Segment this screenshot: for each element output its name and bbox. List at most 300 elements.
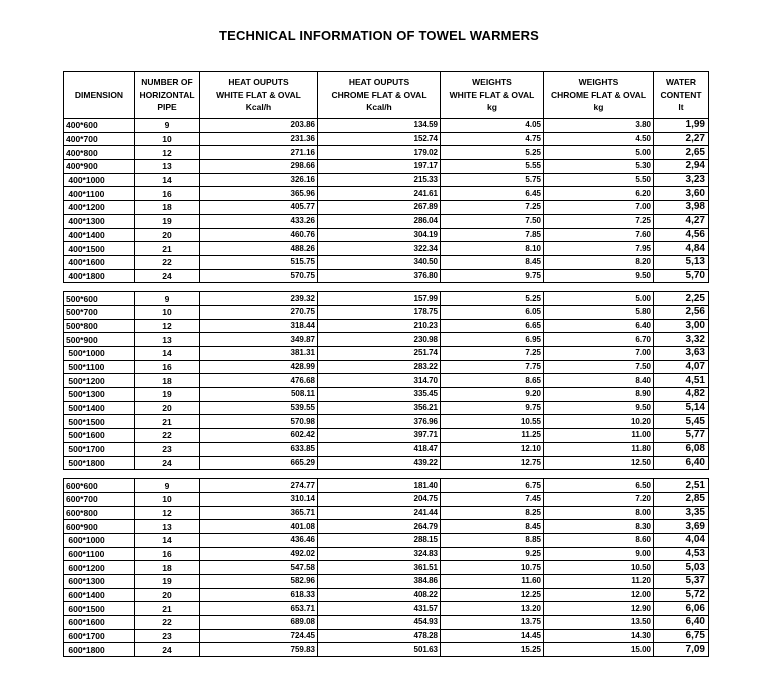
table-row — [64, 305, 709, 319]
dimension-cell: 400*1800 — [64, 269, 135, 283]
water-content-cell: 4,04 — [654, 533, 709, 547]
column-header-line: HEAT OUPUTS — [348, 77, 410, 88]
dimension-cell: 400*1600 — [64, 255, 135, 269]
weight-white-cell: 7.25 — [441, 201, 544, 215]
column-header-line: lt — [678, 102, 684, 113]
heat-output-white-cell: 460.76 — [200, 228, 318, 242]
weight-chrome-cell: 7.00 — [544, 201, 654, 215]
weight-white-cell: 10.75 — [441, 561, 544, 575]
pipe-count-cell: 9 — [135, 292, 200, 306]
water-content-cell: 4,51 — [654, 374, 709, 388]
heat-output-white-cell: 298.66 — [200, 160, 318, 174]
column-header-dimension — [64, 72, 135, 119]
pipe-count-cell: 10 — [135, 132, 200, 146]
heat-output-white-cell: 365.71 — [200, 506, 318, 520]
dimension-cell: 500*800 — [64, 319, 135, 333]
water-content-cell: 2,25 — [654, 292, 709, 306]
water-content-cell: 3,98 — [654, 201, 709, 215]
weight-white-cell: 4.05 — [441, 119, 544, 133]
table-row — [64, 319, 709, 333]
table-row — [64, 415, 709, 429]
dimension-cell: 600*1400 — [64, 588, 135, 602]
heat-output-chrome-cell: 478.28 — [318, 629, 441, 643]
water-content-cell: 6,40 — [654, 616, 709, 630]
weight-white-cell: 11.25 — [441, 429, 544, 443]
heat-output-white-cell: 428.99 — [200, 360, 318, 374]
dimension-cell: 600*700 — [64, 492, 135, 506]
dimension-cell: 500*700 — [64, 305, 135, 319]
heat-output-chrome-cell: 314.70 — [318, 374, 441, 388]
pipe-count-cell: 14 — [135, 347, 200, 361]
column-header-line: HEAT OUPUTS — [228, 77, 289, 88]
heat-output-chrome-cell: 431.57 — [318, 602, 441, 616]
table-row — [64, 602, 709, 616]
weight-chrome-cell: 10.20 — [544, 415, 654, 429]
heat-output-white-cell: 570.98 — [200, 415, 318, 429]
heat-output-white-cell: 488.26 — [200, 242, 318, 256]
heat-output-chrome-cell: 454.93 — [318, 616, 441, 630]
pipe-count-cell: 10 — [135, 305, 200, 319]
heat-output-white-cell: 618.33 — [200, 588, 318, 602]
table-group-400 — [63, 71, 709, 283]
heat-output-chrome-cell: 304.19 — [318, 228, 441, 242]
heat-output-chrome-cell: 264.79 — [318, 520, 441, 534]
water-content-cell: 2,65 — [654, 146, 709, 160]
pipe-count-cell: 22 — [135, 255, 200, 269]
pipe-count-cell: 13 — [135, 333, 200, 347]
weight-white-cell: 8.10 — [441, 242, 544, 256]
table-group-600 — [63, 478, 709, 657]
weight-white-cell: 8.25 — [441, 506, 544, 520]
water-content-cell: 2,85 — [654, 492, 709, 506]
heat-output-chrome-cell: 134.59 — [318, 119, 441, 133]
water-content-cell: 2,51 — [654, 479, 709, 493]
weight-white-cell: 12.75 — [441, 456, 544, 470]
heat-output-white-cell: 310.14 — [200, 492, 318, 506]
weight-white-cell: 6.65 — [441, 319, 544, 333]
heat-output-chrome-cell: 356.21 — [318, 401, 441, 415]
weight-white-cell: 9.20 — [441, 388, 544, 402]
pipe-count-cell: 22 — [135, 616, 200, 630]
weight-chrome-cell: 4.50 — [544, 132, 654, 146]
weight-white-cell: 6.75 — [441, 479, 544, 493]
pipe-count-cell: 19 — [135, 388, 200, 402]
heat-output-chrome-cell: 324.83 — [318, 547, 441, 561]
weight-white-cell: 6.95 — [441, 333, 544, 347]
table-row — [64, 588, 709, 602]
heat-output-white-cell: 476.68 — [200, 374, 318, 388]
pipe-count-cell: 16 — [135, 547, 200, 561]
weight-white-cell: 5.25 — [441, 146, 544, 160]
weight-chrome-cell: 13.50 — [544, 616, 654, 630]
weight-white-cell: 15.25 — [441, 643, 544, 657]
pipe-count-cell: 9 — [135, 119, 200, 133]
weight-chrome-cell: 15.00 — [544, 643, 654, 657]
water-content-cell: 2,27 — [654, 132, 709, 146]
weight-chrome-cell: 5.80 — [544, 305, 654, 319]
heat-output-chrome-cell: 181.40 — [318, 479, 441, 493]
water-content-cell: 2,56 — [654, 305, 709, 319]
table-row — [64, 119, 709, 133]
heat-output-chrome-cell: 178.75 — [318, 305, 441, 319]
weight-chrome-cell: 8.40 — [544, 374, 654, 388]
weight-white-cell: 7.45 — [441, 492, 544, 506]
heat-output-chrome-cell: 361.51 — [318, 561, 441, 575]
column-header-weight-white — [441, 72, 544, 119]
heat-output-chrome-cell: 418.47 — [318, 442, 441, 456]
weight-chrome-cell: 11.80 — [544, 442, 654, 456]
dimension-cell: 600*1800 — [64, 643, 135, 657]
table-row — [64, 374, 709, 388]
water-content-cell: 5,37 — [654, 575, 709, 589]
pipe-count-cell: 23 — [135, 629, 200, 643]
table-row — [64, 401, 709, 415]
heat-output-white-cell: 570.75 — [200, 269, 318, 283]
dimension-cell: 600*900 — [64, 520, 135, 534]
heat-output-white-cell: 365.96 — [200, 187, 318, 201]
dimension-cell: 500*1200 — [64, 374, 135, 388]
column-header-line: WATER — [665, 77, 697, 88]
pipe-count-cell: 21 — [135, 415, 200, 429]
heat-output-chrome-cell: 197.17 — [318, 160, 441, 174]
dimension-cell: 600*600 — [64, 479, 135, 493]
water-content-cell: 3,32 — [654, 333, 709, 347]
weight-white-cell: 7.25 — [441, 347, 544, 361]
dimension-cell: 600*800 — [64, 506, 135, 520]
weight-chrome-cell: 12.00 — [544, 588, 654, 602]
weight-white-cell: 7.50 — [441, 214, 544, 228]
weight-chrome-cell: 9.00 — [544, 547, 654, 561]
weight-white-cell: 7.85 — [441, 228, 544, 242]
pipe-count-cell: 24 — [135, 643, 200, 657]
water-content-cell: 1,99 — [654, 119, 709, 133]
pipe-count-cell: 14 — [135, 173, 200, 187]
dimension-cell: 500*1400 — [64, 401, 135, 415]
table-row — [64, 479, 709, 493]
water-content-cell: 6,75 — [654, 629, 709, 643]
water-content-cell: 5,77 — [654, 429, 709, 443]
water-content-cell: 4,56 — [654, 228, 709, 242]
table-row — [64, 132, 709, 146]
weight-white-cell: 8.45 — [441, 255, 544, 269]
table-row — [64, 547, 709, 561]
page-title: TECHNICAL INFORMATION OF TOWEL WARMERS — [218, 28, 540, 43]
pipe-count-cell: 19 — [135, 214, 200, 228]
heat-output-chrome-cell: 397.71 — [318, 429, 441, 443]
weight-chrome-cell: 12.50 — [544, 456, 654, 470]
heat-output-white-cell: 270.75 — [200, 305, 318, 319]
heat-output-white-cell: 318.44 — [200, 319, 318, 333]
weight-white-cell: 8.65 — [441, 374, 544, 388]
column-header-line: Kcal/h — [366, 102, 392, 113]
table-row — [64, 520, 709, 534]
heat-output-white-cell: 203.86 — [200, 119, 318, 133]
water-content-cell: 4,07 — [654, 360, 709, 374]
weight-chrome-cell: 7.60 — [544, 228, 654, 242]
weight-chrome-cell: 7.95 — [544, 242, 654, 256]
water-content-cell: 4,53 — [654, 547, 709, 561]
weight-chrome-cell: 7.20 — [544, 492, 654, 506]
water-content-cell: 2,94 — [654, 160, 709, 174]
dimension-cell: 400*800 — [64, 146, 135, 160]
heat-output-chrome-cell: 322.34 — [318, 242, 441, 256]
heat-output-white-cell: 633.85 — [200, 442, 318, 456]
heat-output-chrome-cell: 204.75 — [318, 492, 441, 506]
towel-warmers-table — [63, 71, 709, 665]
pipe-count-cell: 21 — [135, 602, 200, 616]
heat-output-chrome-cell: 152.74 — [318, 132, 441, 146]
column-header-line: kg — [487, 102, 497, 113]
dimension-cell: 400*900 — [64, 160, 135, 174]
table-row — [64, 388, 709, 402]
heat-output-white-cell: 271.16 — [200, 146, 318, 160]
water-content-cell: 6,40 — [654, 456, 709, 470]
weight-chrome-cell: 6.40 — [544, 319, 654, 333]
dimension-cell: 400*1400 — [64, 228, 135, 242]
heat-output-white-cell: 724.45 — [200, 629, 318, 643]
water-content-cell: 5,70 — [654, 269, 709, 283]
pipe-count-cell: 10 — [135, 492, 200, 506]
heat-output-white-cell: 239.32 — [200, 292, 318, 306]
dimension-cell: 500*1700 — [64, 442, 135, 456]
heat-output-white-cell: 547.58 — [200, 561, 318, 575]
dimension-cell: 600*1500 — [64, 602, 135, 616]
weight-white-cell: 6.05 — [441, 305, 544, 319]
column-header-line: NUMBER OF — [141, 77, 193, 88]
column-header-line: WHITE FLAT & OVAL — [449, 89, 535, 100]
pipe-count-cell: 20 — [135, 588, 200, 602]
column-header-heat-chrome — [318, 72, 441, 119]
weight-chrome-cell: 5.00 — [544, 146, 654, 160]
water-content-cell: 3,63 — [654, 347, 709, 361]
weight-white-cell: 5.25 — [441, 292, 544, 306]
weight-chrome-cell: 9.50 — [544, 401, 654, 415]
heat-output-white-cell: 492.02 — [200, 547, 318, 561]
dimension-cell: 400*600 — [64, 119, 135, 133]
dimension-cell: 500*1800 — [64, 456, 135, 470]
weight-white-cell: 6.45 — [441, 187, 544, 201]
heat-output-white-cell: 401.08 — [200, 520, 318, 534]
pipe-count-cell: 18 — [135, 201, 200, 215]
table-row — [64, 360, 709, 374]
heat-output-chrome-cell: 210.23 — [318, 319, 441, 333]
heat-output-white-cell: 381.31 — [200, 347, 318, 361]
heat-output-white-cell: 582.96 — [200, 575, 318, 589]
column-header-line: CHROME FLAT & OVAL — [550, 89, 647, 100]
column-header-water — [654, 72, 709, 119]
pipe-count-cell: 19 — [135, 575, 200, 589]
heat-output-white-cell: 653.71 — [200, 602, 318, 616]
dimension-cell: 600*1300 — [64, 575, 135, 589]
weight-chrome-cell: 7.50 — [544, 360, 654, 374]
weight-chrome-cell: 11.00 — [544, 429, 654, 443]
pipe-count-cell: 18 — [135, 561, 200, 575]
weight-chrome-cell: 7.25 — [544, 214, 654, 228]
water-content-cell: 5,13 — [654, 255, 709, 269]
heat-output-chrome-cell: 335.45 — [318, 388, 441, 402]
heat-output-white-cell: 508.11 — [200, 388, 318, 402]
dimension-cell: 600*1600 — [64, 616, 135, 630]
weight-chrome-cell: 6.50 — [544, 479, 654, 493]
weight-white-cell: 9.25 — [441, 547, 544, 561]
dimension-cell: 400*1200 — [64, 201, 135, 215]
column-header-line: WEIGHTS — [578, 77, 619, 88]
pipe-count-cell: 18 — [135, 374, 200, 388]
table-row — [64, 269, 709, 283]
weight-chrome-cell: 14.30 — [544, 629, 654, 643]
table-row — [64, 629, 709, 643]
heat-output-white-cell: 689.08 — [200, 616, 318, 630]
heat-output-chrome-cell: 241.61 — [318, 187, 441, 201]
pipe-count-cell: 24 — [135, 269, 200, 283]
table-row — [64, 160, 709, 174]
table-group-500 — [63, 291, 709, 470]
weight-chrome-cell: 6.20 — [544, 187, 654, 201]
weight-white-cell: 13.75 — [441, 616, 544, 630]
dimension-cell: 400*1300 — [64, 214, 135, 228]
table-header-row — [64, 72, 709, 119]
heat-output-white-cell: 274.77 — [200, 479, 318, 493]
pipe-count-cell: 22 — [135, 429, 200, 443]
table-row — [64, 575, 709, 589]
heat-output-chrome-cell: 288.15 — [318, 533, 441, 547]
weight-chrome-cell: 8.30 — [544, 520, 654, 534]
water-content-cell: 4,84 — [654, 242, 709, 256]
weight-chrome-cell: 8.20 — [544, 255, 654, 269]
table-row — [64, 255, 709, 269]
column-header-line: HORIZONTAL — [139, 89, 195, 100]
water-content-cell: 5,72 — [654, 588, 709, 602]
dimension-cell: 500*1300 — [64, 388, 135, 402]
dimension-cell: 600*1000 — [64, 533, 135, 547]
pipe-count-cell: 12 — [135, 146, 200, 160]
water-content-cell: 3,69 — [654, 520, 709, 534]
heat-output-chrome-cell: 157.99 — [318, 292, 441, 306]
heat-output-chrome-cell: 215.33 — [318, 173, 441, 187]
table-row — [64, 242, 709, 256]
heat-output-white-cell: 433.26 — [200, 214, 318, 228]
weight-chrome-cell: 11.20 — [544, 575, 654, 589]
heat-output-chrome-cell: 376.96 — [318, 415, 441, 429]
pipe-count-cell: 12 — [135, 319, 200, 333]
dimension-cell: 400*1100 — [64, 187, 135, 201]
heat-output-white-cell: 665.29 — [200, 456, 318, 470]
weight-chrome-cell: 7.00 — [544, 347, 654, 361]
heat-output-chrome-cell: 230.98 — [318, 333, 441, 347]
weight-chrome-cell: 5.50 — [544, 173, 654, 187]
column-header-pipes — [135, 72, 200, 119]
heat-output-chrome-cell: 384.86 — [318, 575, 441, 589]
heat-output-white-cell: 759.83 — [200, 643, 318, 657]
weight-white-cell: 7.75 — [441, 360, 544, 374]
weight-white-cell: 5.75 — [441, 173, 544, 187]
heat-output-chrome-cell: 408.22 — [318, 588, 441, 602]
pipe-count-cell: 9 — [135, 479, 200, 493]
heat-output-white-cell: 349.87 — [200, 333, 318, 347]
heat-output-white-cell: 231.36 — [200, 132, 318, 146]
column-header-weight-chrome — [544, 72, 654, 119]
heat-output-white-cell: 326.16 — [200, 173, 318, 187]
water-content-cell: 5,03 — [654, 561, 709, 575]
weight-chrome-cell: 8.00 — [544, 506, 654, 520]
pipe-count-cell: 13 — [135, 160, 200, 174]
dimension-cell: 400*700 — [64, 132, 135, 146]
table-row — [64, 187, 709, 201]
weight-white-cell: 5.55 — [441, 160, 544, 174]
pipe-count-cell: 20 — [135, 228, 200, 242]
heat-output-chrome-cell: 179.02 — [318, 146, 441, 160]
table-row — [64, 616, 709, 630]
pipe-count-cell: 20 — [135, 401, 200, 415]
weight-white-cell: 9.75 — [441, 401, 544, 415]
pipe-count-cell: 13 — [135, 520, 200, 534]
weight-chrome-cell: 5.00 — [544, 292, 654, 306]
table-row — [64, 533, 709, 547]
heat-output-white-cell: 405.77 — [200, 201, 318, 215]
table-row — [64, 214, 709, 228]
pipe-count-cell: 14 — [135, 533, 200, 547]
dimension-cell: 500*1500 — [64, 415, 135, 429]
weight-chrome-cell: 8.90 — [544, 388, 654, 402]
weight-white-cell: 10.55 — [441, 415, 544, 429]
column-header-line: Kcal/h — [245, 102, 272, 113]
heat-output-chrome-cell: 439.22 — [318, 456, 441, 470]
dimension-cell: 500*1600 — [64, 429, 135, 443]
pipe-count-cell: 12 — [135, 506, 200, 520]
water-content-cell: 6,06 — [654, 602, 709, 616]
dimension-cell: 500*900 — [64, 333, 135, 347]
table-row — [64, 492, 709, 506]
water-content-cell: 5,45 — [654, 415, 709, 429]
weight-white-cell: 9.75 — [441, 269, 544, 283]
column-header-line: CHROME FLAT & OVAL — [331, 89, 427, 100]
column-header-line: WEIGHTS — [472, 77, 512, 88]
weight-white-cell: 13.20 — [441, 602, 544, 616]
table-row — [64, 561, 709, 575]
column-header-heat-white — [200, 72, 318, 119]
heat-output-chrome-cell: 340.50 — [318, 255, 441, 269]
pipe-count-cell: 21 — [135, 242, 200, 256]
table-row — [64, 201, 709, 215]
weight-chrome-cell: 10.50 — [544, 561, 654, 575]
table-row — [64, 146, 709, 160]
weight-chrome-cell: 12.90 — [544, 602, 654, 616]
weight-chrome-cell: 3.80 — [544, 119, 654, 133]
table-row — [64, 506, 709, 520]
heat-output-chrome-cell: 267.89 — [318, 201, 441, 215]
heat-output-white-cell: 539.55 — [200, 401, 318, 415]
dimension-cell: 600*1700 — [64, 629, 135, 643]
heat-output-chrome-cell: 286.04 — [318, 214, 441, 228]
weight-white-cell: 8.85 — [441, 533, 544, 547]
heat-output-white-cell: 436.46 — [200, 533, 318, 547]
weight-chrome-cell: 9.50 — [544, 269, 654, 283]
dimension-cell: 500*1000 — [64, 347, 135, 361]
table-row — [64, 333, 709, 347]
heat-output-chrome-cell: 251.74 — [318, 347, 441, 361]
dimension-cell: 500*1100 — [64, 360, 135, 374]
weight-chrome-cell: 6.70 — [544, 333, 654, 347]
dimension-cell: 600*1200 — [64, 561, 135, 575]
table-row — [64, 173, 709, 187]
weight-chrome-cell: 8.60 — [544, 533, 654, 547]
water-content-cell: 5,14 — [654, 401, 709, 415]
table-row — [64, 456, 709, 470]
heat-output-white-cell: 515.75 — [200, 255, 318, 269]
column-header-line: PIPE — [157, 102, 177, 113]
heat-output-white-cell: 602.42 — [200, 429, 318, 443]
water-content-cell: 3,35 — [654, 506, 709, 520]
